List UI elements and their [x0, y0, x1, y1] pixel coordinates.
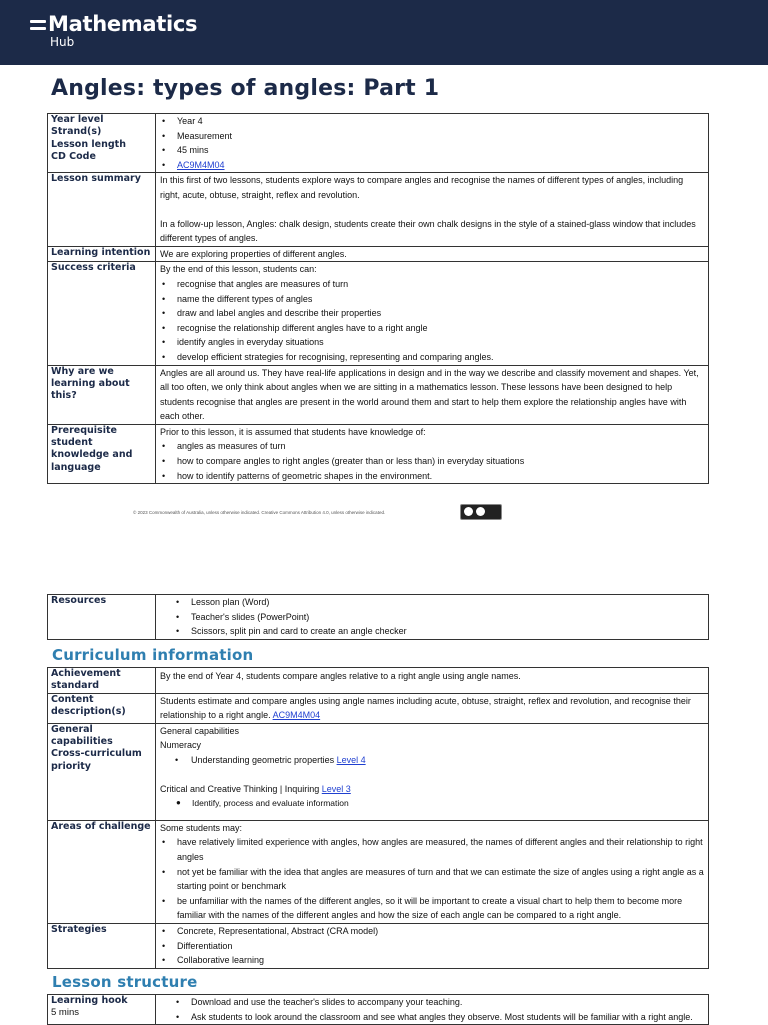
why-learning-text: Angles are all around us. They have real-life applications in design and in the way we describe and classify movement and shapes. Yet, all too often, we only think about angles when we are sitting in a mathematics lesson. These lessons have been designed to help students recognise that angles are present in the world around them and start to help them explore the relationship angles have with each other.	[156, 365, 709, 424]
label-cell	[48, 995, 156, 1025]
table-row	[48, 424, 709, 483]
logo-title: Mathematics	[48, 12, 198, 36]
list-item: • Concrete, Representational, Abstract (CRA model)	[160, 924, 704, 939]
label-cell	[48, 723, 156, 820]
success-intro: By the end of this lesson, students can:	[160, 264, 317, 275]
label-cd-code: CD Code	[51, 150, 96, 162]
content-cell	[156, 820, 709, 923]
list-item: ● Identify, process and evaluate information	[160, 796, 704, 811]
label-why-learning: Why are we learning about this?	[48, 365, 156, 424]
label-content-description: Content description(s)	[48, 693, 156, 723]
list-item	[160, 158, 704, 173]
table-row	[48, 820, 709, 923]
numeracy-item-text: Understanding geometric properties	[191, 754, 335, 765]
list-item: • Year 4	[160, 114, 704, 129]
list-item: • how to compare angles to right angles (greater than or less than) in everyday situations	[160, 454, 704, 469]
list-item: • Ask students to look around the classroom and see what angles they observe. Most students will be familiar with a right angle.	[160, 1010, 704, 1025]
table-row	[48, 668, 709, 694]
curriculum-heading: Curriculum information	[52, 646, 254, 664]
list-item: • name the different types of angles	[160, 292, 704, 307]
table-row	[48, 114, 709, 173]
curriculum-table	[47, 667, 709, 969]
challenge-list	[160, 835, 704, 923]
gc-title: General capabilities	[160, 725, 240, 736]
list-item: • Differentiation	[160, 939, 704, 954]
label-prerequisite: Prerequisite student knowledge and language	[48, 424, 156, 483]
list-item: • identify angles in everyday situations	[160, 335, 704, 350]
label-success-criteria: Success criteria	[48, 262, 156, 365]
numeracy-list	[160, 753, 704, 768]
list-item: • recognise the relationship different angles have to a right angle	[160, 321, 704, 336]
label-learning-intention: Learning intention	[48, 246, 156, 262]
success-criteria-list	[160, 277, 704, 365]
list-item: • Measurement	[160, 129, 704, 144]
label-lesson-summary: Lesson summary	[48, 173, 156, 246]
cd-code-link[interactable]: AC9M4M04	[177, 159, 225, 170]
label-resources: Resources	[48, 595, 156, 640]
list-item: • not yet be familiar with the idea that angles are measures of turn and that we can estimate the size of angles using a right angle as a starting point or benchmark	[160, 865, 704, 894]
cct-level-link[interactable]: Level 3	[321, 783, 351, 794]
logo-subtitle: Hub	[50, 35, 75, 49]
list-item: • have relatively limited experience with angles, how angles are measured, the names of different angles and their relationship to right angles	[160, 835, 704, 864]
table-row	[48, 595, 709, 640]
table-row	[48, 262, 709, 365]
label-strand: Strand(s)	[51, 126, 102, 138]
copyright-notice: © 2023 Commonwealth of Australia, unless otherwise indicated. Creative Commons Attribution 4.0, unless otherwise indicated.	[133, 510, 386, 515]
list-item: • angles as measures of turn	[160, 439, 704, 454]
content-description-text: Students estimate and compare angles using angle names including acute, obtuse, straight, reflex and revolution, and recognise their relationship to a right angle.	[160, 695, 691, 721]
hook-list	[160, 995, 704, 1024]
prerequisite-list	[160, 439, 704, 483]
gc-cct-text: Critical and Creative Thinking | Inquiring	[160, 783, 320, 794]
list-item: • Download and use the teacher's slides to accompany your teaching.	[160, 995, 704, 1010]
list-item: • Lesson plan (Word)	[160, 595, 704, 610]
content-cell	[156, 114, 709, 173]
cct-list	[160, 796, 704, 811]
summary-paragraph: In a follow-up lesson, Angles: chalk design, students create their own chalk designs in the style of a stained-glass window that includes different types of angles.	[160, 218, 696, 244]
creative-commons-badge-icon	[460, 504, 502, 520]
numeracy-level-link[interactable]: Level 4	[336, 754, 366, 765]
list-item: • 45 mins	[160, 143, 704, 158]
content-cell	[156, 173, 709, 246]
list-item: • recognise that angles are measures of turn	[160, 277, 704, 292]
list-item: • Scissors, split pin and card to create an angle checker	[160, 624, 704, 639]
content-cell	[156, 995, 709, 1025]
list-item: • draw and label angles and describe their properties	[160, 306, 704, 321]
hook-time: 5 mins	[51, 1007, 79, 1019]
year-level-list	[160, 114, 704, 172]
page-title: Angles: types of angles: Part 1	[51, 76, 440, 101]
resources-list	[160, 595, 704, 639]
list-item: • how to identify patterns of geometric shapes in the environment.	[160, 469, 704, 484]
challenge-intro: Some students may:	[160, 822, 243, 833]
resources-table	[47, 594, 709, 640]
list-item: • develop efficient strategies for recognising, representing and comparing angles.	[160, 350, 704, 365]
table-row	[48, 246, 709, 262]
table-row	[48, 995, 709, 1025]
prerequisite-intro: Prior to this lesson, it is assumed that students have knowledge of:	[160, 426, 426, 437]
list-item: • be unfamiliar with the names of the different angles, so it will be important to create a visual chart to help them to become more familiar with the names of the different angles and how the size of each angle can be compared to a right angle.	[160, 894, 704, 923]
logo-mark-icon	[30, 20, 46, 34]
content-cell	[156, 723, 709, 820]
content-description-link[interactable]: AC9M4M04	[272, 710, 321, 721]
gc-numeracy: Numeracy	[160, 740, 202, 751]
label-general-capabilities: General capabilities	[51, 723, 113, 748]
lesson-structure-heading: Lesson structure	[52, 973, 198, 991]
label-strategies: Strategies	[48, 923, 156, 968]
content-cell	[156, 424, 709, 483]
table-row	[48, 365, 709, 424]
list-item: • Collaborative learning	[160, 953, 704, 968]
label-learning-hook: Learning hook	[51, 995, 128, 1006]
list-item	[160, 753, 704, 768]
content-cell	[156, 595, 709, 640]
lesson-structure-table	[47, 994, 709, 1025]
lesson-overview-table	[47, 113, 709, 484]
content-cell	[156, 923, 709, 968]
label-year-level: Year level	[51, 114, 104, 125]
strategies-list	[160, 924, 704, 968]
table-row	[48, 693, 709, 723]
label-achievement-standard: Achievement standard	[48, 668, 156, 694]
table-row	[48, 173, 709, 246]
achievement-text: By the end of Year 4, students compare angles relative to a right angle using angle names.	[156, 668, 709, 694]
list-item: • Teacher's slides (PowerPoint)	[160, 610, 704, 625]
table-row	[48, 723, 709, 820]
label-cell	[48, 114, 156, 173]
site-header	[0, 0, 768, 65]
content-cell	[156, 262, 709, 365]
label-lesson-length: Lesson length	[51, 138, 126, 150]
label-cross-curriculum: Cross-curriculum priority	[51, 748, 142, 772]
summary-paragraph: In this first of two lessons, students explore ways to compare angles and recognise the names of different types of angles, including right, acute, obtuse, straight, reflex and revolution.	[160, 175, 684, 200]
learning-intention-text: We are exploring properties of different angles.	[156, 246, 709, 262]
table-row	[48, 923, 709, 968]
gc-cct	[160, 782, 704, 797]
content-cell	[156, 693, 709, 723]
label-areas-of-challenge: Areas of challenge	[48, 820, 156, 923]
